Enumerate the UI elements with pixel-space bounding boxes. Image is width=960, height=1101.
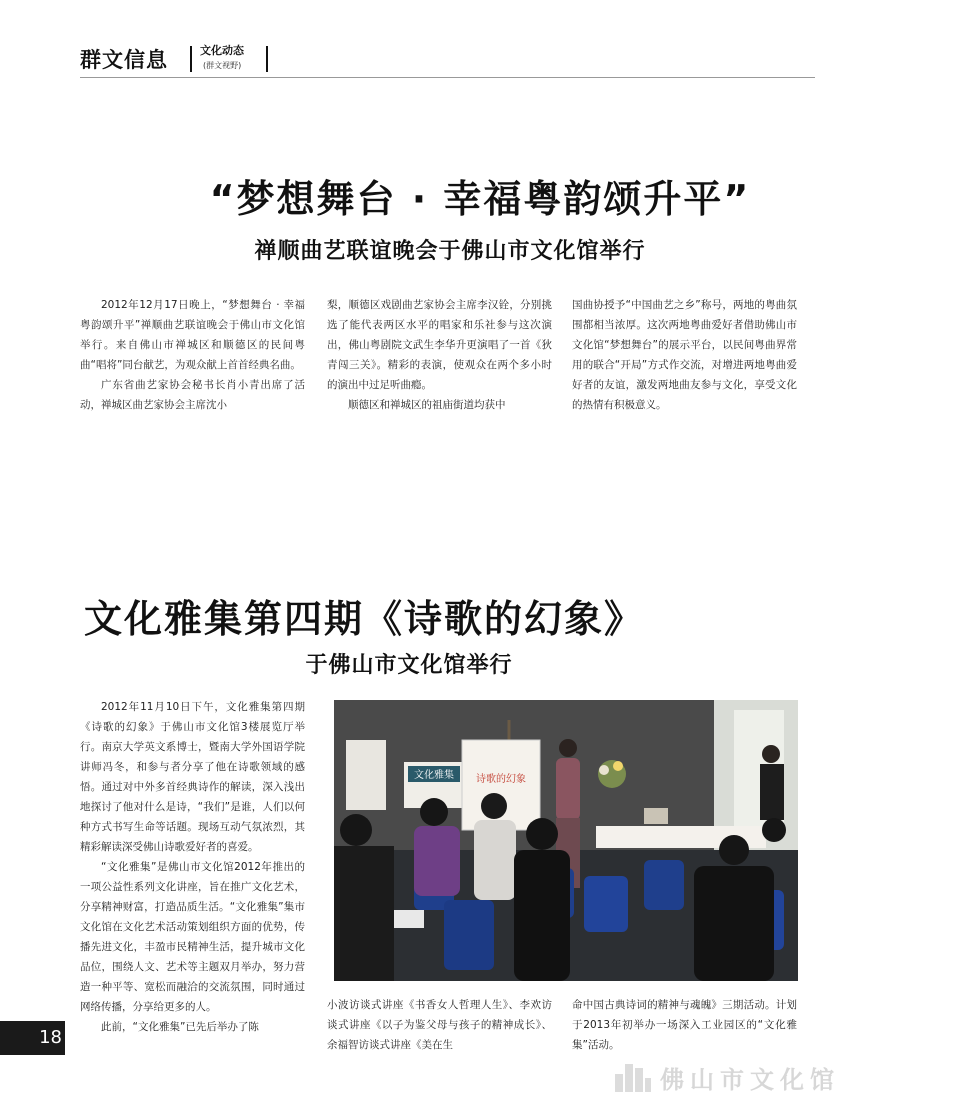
article2-column-1 [80, 697, 305, 1037]
header-rule [80, 77, 815, 78]
article1-column-1 [80, 295, 305, 415]
paragraph: 此前，“文化雅集”已先后举办了陈 [101, 1021, 259, 1033]
article1-column-3 [572, 295, 797, 415]
section-title: 群文信息 [80, 48, 168, 72]
article2-subtitle: 于佛山市文化馆举行 [305, 653, 513, 678]
header-divider [190, 46, 192, 72]
column-subtitle: (群文视野) [203, 61, 242, 70]
paragraph: 广东省曲艺家协会秘书长肖小青出席了活动，禅城区曲艺家协会主席沈小 [80, 379, 305, 411]
paragraph: 梨，顺德区戏剧曲艺家协会主席李汉铨，分别挑选了能代表两区水平的唱家和乐社参与这次演出，佛山粤剧院文武生李华升更演唱了一首《狄青闯三关》。精彩的表演，使观众在两个多小时的演出中过足听曲瘾。 [327, 299, 552, 391]
event-photo [334, 700, 798, 981]
header-divider [266, 46, 268, 72]
article1-title: “梦想舞台 · 幸福粤韵颂升平” [209, 177, 751, 221]
banner-right-text: 诗歌的幻象 [476, 774, 526, 785]
watermark-text: 佛山市文化馆 [660, 1066, 840, 1094]
article1-column-2 [327, 295, 552, 415]
paragraph: 小波访谈式讲座《书香女人哲理人生》、李欢访谈式讲座《以子为鉴父母与孩子的精神成长》、余福智访谈式讲座《美在生 [327, 999, 552, 1051]
page-number: 18 [39, 1027, 62, 1048]
column-title: 文化动态 [200, 44, 244, 57]
paragraph: 2012年11月10日下午，文化雅集第四期《诗歌的幻象》于佛山市文化馆3楼展览厅举行。南京大学英文系博士，暨南大学外国语学院讲师冯冬，和参与者分享了他在诗歌领域的感悟。通过对中外多首经典诗作的解读，深入浅出地探讨了他对什么是诗，“我们”是谁，人们以何种方式书写生命等话题。现场互动气氛浓烈，其精彩解读深受佛山诗歌爱好者的喜爱。 [80, 701, 305, 853]
watermark-logo-icon [613, 1058, 653, 1094]
article1-subtitle: 禅顺曲艺联谊晚会于佛山市文化馆举行 [254, 239, 646, 264]
paragraph: 2012年12月17日晚上，“梦想舞台 · 幸福粤韵颂升平”禅顺曲艺联谊晚会于佛山市文化馆举行。来自佛山市禅城区和顺德区的民间粤曲“唱将”同台献艺，为观众献上首首经典名曲。 [80, 299, 305, 371]
paragraph: 命中国古典诗词的精神与魂魄》三期活动。计划于2013年初举办一场深入工业园区的“文化雅集”活动。 [572, 999, 797, 1051]
banner-left-text: 文化雅集 [414, 770, 454, 781]
article2-title: 文化雅集第四期《诗歌的幻象》 [84, 597, 645, 641]
article2-column-2 [327, 995, 552, 1055]
paragraph: 顺德区和禅城区的祖庙街道均获中 [348, 399, 506, 411]
paragraph: 国曲协授予“中国曲艺之乡”称号，两地的粤曲氛围都相当浓厚。这次两地粤曲爱好者借助佛山市文化馆“梦想舞台”的展示平台，以民间粤曲界常用的联合“开局”方式作交流，对增进两地粤曲爱好者的友谊，激发两地曲友参与文化，享受文化的热情有积极意义。 [572, 299, 797, 411]
paragraph: “文化雅集”是佛山市文化馆2012年推出的一项公益性系列文化讲座，旨在推广文化艺术，分享精神财富，打造品质生活。“文化雅集”集市文化馆在文化艺术活动策划组织方面的优势，传播先进文化，丰盈市民精神生活，提升城市文化品位，围绕人文、艺术等主题双月举办，努力营造一种平等、宽松而融洽的交流氛围，同时通过网络传播，分享给更多的人。 [80, 861, 305, 1013]
article2-column-3 [572, 995, 797, 1055]
